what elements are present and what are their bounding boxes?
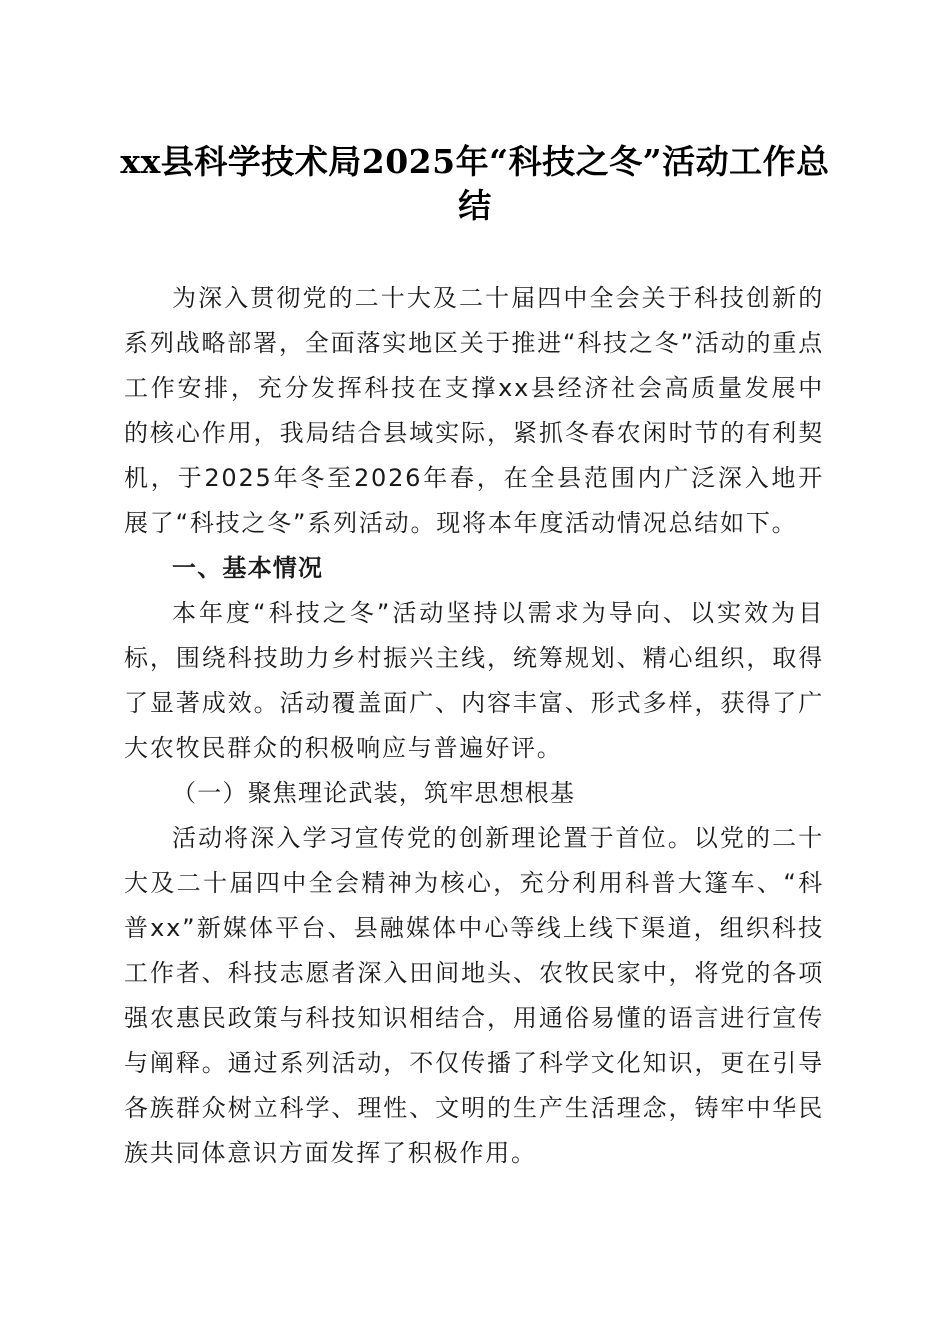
- subsection-heading-theory: （一）聚焦理论武装，筑牢思想根基: [172, 779, 576, 807]
- document-title: xx县科学技术局2025年“科技之冬”活动工作总结: [120, 142, 830, 225]
- document-body: [124, 276, 824, 1176]
- subsection-paragraph-theory: 活动将深入学习宣传党的创新理论置于首位。以党的二十大及二十届四中全会精神为核心，充分利用科普大篷车、“科普xx”新媒体平台、县融媒体中心等线上线下渠道，组织科技工作者、科技志愿者深入田间地头、农牧民家中，将党的各项强农惠民政策与科技知识相结合，用通俗易懂的语言进行宣传与阐释。通过系列活动，不仅传播了科学文化知识，更在引导各族群众树立科学、理性、文明的生产生活理念，铸牢中华民族共同体意识方面发挥了积极作用。: [124, 824, 824, 1167]
- section-paragraph-basic-situation: 本年度“科技之冬”活动坚持以需求为导向、以实效为目标，围绕科技助力乡村振兴主线，统筹规划、精心组织，取得了显著成效。活动覆盖面广、内容丰富、形式多样，获得了广大农牧民群众的积极响应与普遍好评。: [124, 599, 824, 762]
- intro-paragraph: 为深入贯彻党的二十大及二十届四中全会关于科技创新的系列战略部署，全面落实地区关于推进“科技之冬”活动的重点工作安排，充分发挥科技在支撑xx县经济社会高质量发展中的核心作用，我局结合县域实际，紧抓冬春农闲时节的有利契机，于2025年冬至2026年春，在全县范围内广泛深入地开展了“科技之冬”系列活动。现将本年度活动情况总结如下。: [124, 284, 824, 537]
- section-heading-basic-situation: 一、基本情况: [172, 554, 324, 582]
